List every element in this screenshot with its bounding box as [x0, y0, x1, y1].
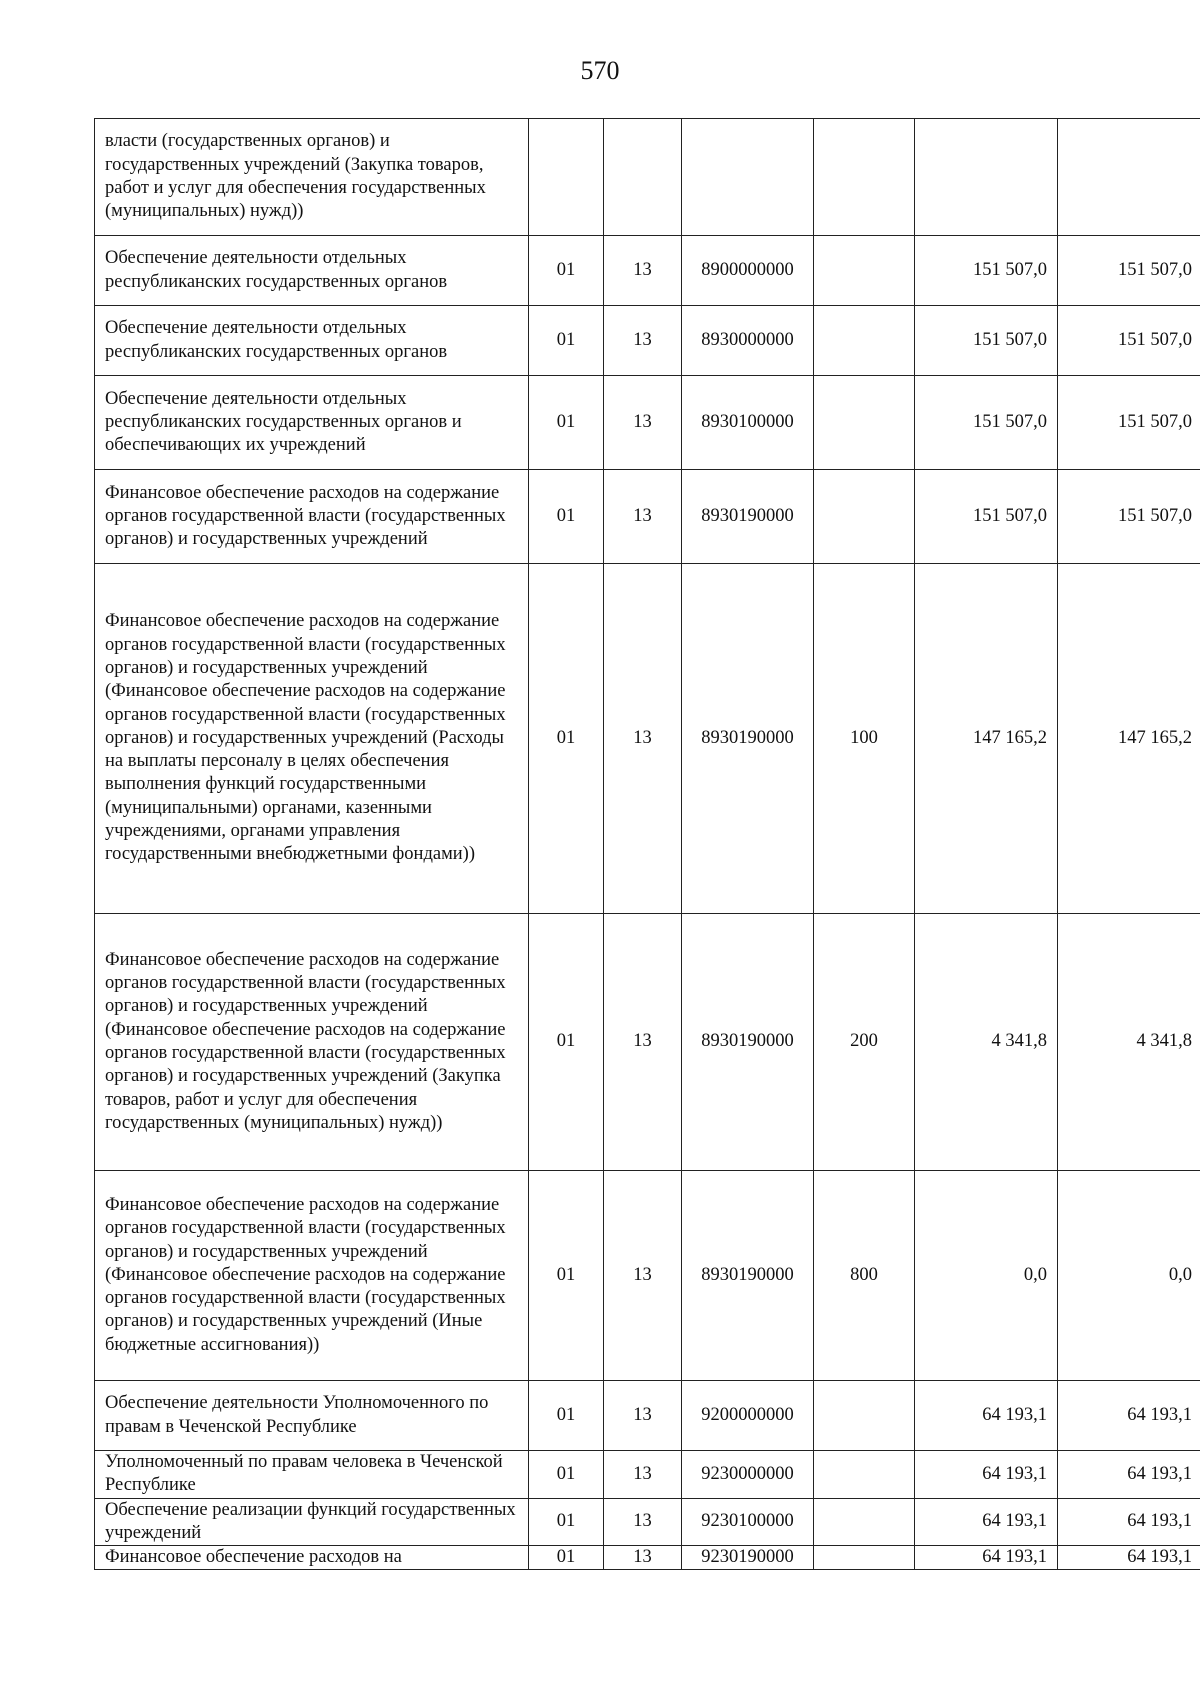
- amount-second-cell: 151 507,0: [1058, 470, 1200, 564]
- subsection-code-cell: 13: [604, 1171, 682, 1381]
- subsection-code-cell: [604, 119, 682, 236]
- amount-first-cell: 0,0: [915, 1171, 1058, 1381]
- amount-first-cell: [915, 119, 1058, 236]
- expense-type-cell: [814, 236, 915, 306]
- expense-type-cell: [814, 1498, 915, 1546]
- section-code-cell: 01: [529, 306, 604, 376]
- row-name-cell: Обеспечение деятельности Уполномоченного по правам в Чеченской Республике: [95, 1381, 529, 1451]
- section-code-cell: 01: [529, 1546, 604, 1570]
- section-code-cell: 01: [529, 914, 604, 1171]
- amount-second-cell: 64 193,1: [1058, 1381, 1200, 1451]
- expense-type-cell: [814, 306, 915, 376]
- target-article-cell: 8930100000: [682, 376, 814, 470]
- table-row: [95, 236, 1200, 306]
- subsection-code-cell: 13: [604, 236, 682, 306]
- subsection-code-cell: 13: [604, 470, 682, 564]
- target-article-cell: 8930190000: [682, 564, 814, 914]
- table-row: [95, 564, 1200, 914]
- expense-type-cell: [814, 1546, 915, 1570]
- table-row: [95, 470, 1200, 564]
- table-row: [95, 1381, 1200, 1451]
- amount-first-cell: 151 507,0: [915, 306, 1058, 376]
- subsection-code-cell: 13: [604, 1451, 682, 1499]
- amount-second-cell: 64 193,1: [1058, 1451, 1200, 1499]
- target-article-cell: 9230100000: [682, 1498, 814, 1546]
- expense-type-cell: [814, 376, 915, 470]
- amount-second-cell: 147 165,2: [1058, 564, 1200, 914]
- amount-first-cell: 151 507,0: [915, 470, 1058, 564]
- row-name-cell: Обеспечение деятельности отдельных республиканских государственных органов: [95, 236, 529, 306]
- table-row: [95, 1546, 1200, 1570]
- expense-type-cell: [814, 470, 915, 564]
- row-name-cell: Финансовое обеспечение расходов на содержание органов государственной власти (государственных органов) и государственных учреждений (Финансовое обеспечение расходов на содержание органов государственной власти (государственных органов) и государственных учреждений (Расходы на выплаты персоналу в целях обеспечения выполнения функций государственными (муниципальными) органами, казенными учреждениями, органами управления государственными внебюджетными фондами)): [95, 564, 529, 914]
- table-row: [95, 914, 1200, 1171]
- amount-second-cell: 151 507,0: [1058, 236, 1200, 306]
- subsection-code-cell: 13: [604, 376, 682, 470]
- amount-second-cell: 151 507,0: [1058, 306, 1200, 376]
- expense-type-cell: [814, 119, 915, 236]
- table-row: [95, 1171, 1200, 1381]
- row-name-cell: Обеспечение деятельности отдельных республиканских государственных органов: [95, 306, 529, 376]
- amount-first-cell: 151 507,0: [915, 376, 1058, 470]
- subsection-code-cell: 13: [604, 306, 682, 376]
- expense-type-cell: [814, 1381, 915, 1451]
- row-name-cell: Финансовое обеспечение расходов на содержание органов государственной власти (государственных органов) и государственных учреждений: [95, 470, 529, 564]
- target-article-cell: 8930190000: [682, 914, 814, 1171]
- row-name-cell: власти (государственных органов) и государственных учреждений (Закупка товаров, работ и услуг для обеспечения государственных (муниципальных) нужд)): [95, 119, 529, 236]
- target-article-cell: 8930000000: [682, 306, 814, 376]
- subsection-code-cell: 13: [604, 1498, 682, 1546]
- target-article-cell: 8930190000: [682, 470, 814, 564]
- amount-second-cell: 64 193,1: [1058, 1498, 1200, 1546]
- budget-table: [94, 118, 1200, 1570]
- section-code-cell: 01: [529, 1381, 604, 1451]
- target-article-cell: [682, 119, 814, 236]
- section-code-cell: 01: [529, 376, 604, 470]
- section-code-cell: 01: [529, 470, 604, 564]
- row-name-cell: Уполномоченный по правам человека в Чеченской Республике: [95, 1451, 529, 1499]
- section-code-cell: 01: [529, 1171, 604, 1381]
- row-name-cell: Обеспечение деятельности отдельных республиканских государственных органов и обеспечивающих их учреждений: [95, 376, 529, 470]
- amount-second-cell: 0,0: [1058, 1171, 1200, 1381]
- row-name-cell: Обеспечение реализации функций государственных учреждений: [95, 1498, 529, 1546]
- expense-type-cell: 100: [814, 564, 915, 914]
- row-name-cell: Финансовое обеспечение расходов на: [95, 1546, 529, 1570]
- amount-second-cell: 4 341,8: [1058, 914, 1200, 1171]
- section-code-cell: 01: [529, 236, 604, 306]
- amount-second-cell: [1058, 119, 1200, 236]
- table-row: [95, 376, 1200, 470]
- subsection-code-cell: 13: [604, 914, 682, 1171]
- section-code-cell: 01: [529, 564, 604, 914]
- amount-first-cell: 64 193,1: [915, 1381, 1058, 1451]
- amount-first-cell: 64 193,1: [915, 1451, 1058, 1499]
- amount-first-cell: 4 341,8: [915, 914, 1058, 1171]
- page-number: 570: [580, 56, 620, 85]
- target-article-cell: 8930190000: [682, 1171, 814, 1381]
- target-article-cell: 9230000000: [682, 1451, 814, 1499]
- target-article-cell: 8900000000: [682, 236, 814, 306]
- table-row: [95, 1451, 1200, 1499]
- target-article-cell: 9230190000: [682, 1546, 814, 1570]
- expense-type-cell: [814, 1451, 915, 1499]
- target-article-cell: 9200000000: [682, 1381, 814, 1451]
- expense-type-cell: 200: [814, 914, 915, 1171]
- table-row: [95, 119, 1200, 236]
- amount-first-cell: 64 193,1: [915, 1546, 1058, 1570]
- subsection-code-cell: 13: [604, 1381, 682, 1451]
- section-code-cell: 01: [529, 1498, 604, 1546]
- amount-first-cell: 64 193,1: [915, 1498, 1058, 1546]
- row-name-cell: Финансовое обеспечение расходов на содержание органов государственной власти (государственных органов) и государственных учреждений (Финансовое обеспечение расходов на содержание органов государственной власти (государственных органов) и государственных учреждений (Иные бюджетные ассигнования)): [95, 1171, 529, 1381]
- amount-second-cell: 64 193,1: [1058, 1546, 1200, 1570]
- table-row: [95, 306, 1200, 376]
- row-name-cell: Финансовое обеспечение расходов на содержание органов государственной власти (государственных органов) и государственных учреждений (Финансовое обеспечение расходов на содержание органов государственной власти (государственных органов) и государственных учреждений (Закупка товаров, работ и услуг для обеспечения государственных (муниципальных) нужд)): [95, 914, 529, 1171]
- amount-first-cell: 151 507,0: [915, 236, 1058, 306]
- subsection-code-cell: 13: [604, 564, 682, 914]
- table-row: [95, 1498, 1200, 1546]
- section-code-cell: [529, 119, 604, 236]
- expense-type-cell: 800: [814, 1171, 915, 1381]
- amount-second-cell: 151 507,0: [1058, 376, 1200, 470]
- amount-first-cell: 147 165,2: [915, 564, 1058, 914]
- subsection-code-cell: 13: [604, 1546, 682, 1570]
- section-code-cell: 01: [529, 1451, 604, 1499]
